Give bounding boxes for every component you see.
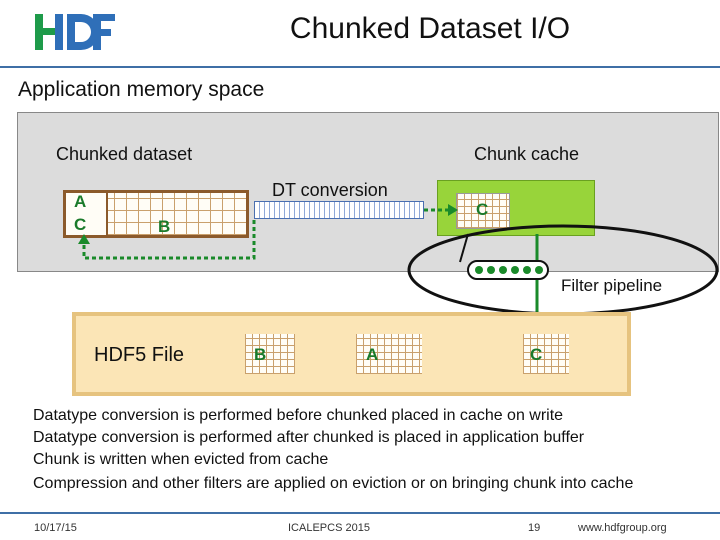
filter-pipeline-ellipse bbox=[409, 226, 717, 314]
filter-dot bbox=[499, 266, 507, 274]
dataset-to-dt-arrowhead bbox=[78, 234, 90, 244]
dt-conversion-label: DT conversion bbox=[272, 180, 388, 200]
cache-chunk-c: C bbox=[476, 200, 489, 219]
dt-to-cache-arrowhead bbox=[448, 204, 458, 216]
dataset-chunk-a: A bbox=[74, 192, 87, 211]
dataset-chunk-b: B bbox=[158, 217, 171, 236]
file-chunk-c: C bbox=[530, 345, 543, 364]
note-2: Datatype conversion is performed after chunked is placed in application buffer bbox=[33, 429, 585, 446]
footer-url[interactable]: www.hdfgroup.org bbox=[578, 522, 667, 534]
file-chunk-b: B bbox=[254, 345, 267, 364]
footer-event: ICALEPCS 2015 bbox=[288, 522, 370, 534]
footer-page-number: 19 bbox=[528, 522, 541, 534]
note-4: Compression and other filters are applied on eviction or on bringing chunk into cache bbox=[33, 475, 634, 492]
footer-divider bbox=[0, 512, 720, 514]
dataset-chunk-c: C bbox=[74, 215, 87, 234]
filter-pipeline-label: Filter pipeline bbox=[561, 276, 663, 295]
slide-subtitle: Application memory space bbox=[18, 78, 265, 101]
file-chunk-b-block bbox=[245, 334, 295, 374]
filter-dot bbox=[487, 266, 495, 274]
hdf5-file-label: HDF5 File bbox=[94, 344, 185, 366]
filter-dot bbox=[511, 266, 519, 274]
filter-dot bbox=[523, 266, 531, 274]
slide-title: Chunked Dataset I/O bbox=[289, 12, 571, 45]
filter-pipeline-cylinder bbox=[467, 260, 549, 280]
file-chunk-a: A bbox=[366, 345, 379, 364]
filter-dot bbox=[475, 266, 483, 274]
footer-date: 10/17/15 bbox=[34, 522, 77, 534]
dataset-to-dt-arrow bbox=[84, 220, 254, 258]
chunked-dataset-label: Chunked dataset bbox=[56, 144, 193, 164]
chunk-cache-label: Chunk cache bbox=[474, 144, 580, 164]
note-1: Datatype conversion is performed before chunked placed in cache on write bbox=[33, 407, 564, 424]
note-3: Chunk is written when evicted from cache bbox=[33, 451, 329, 468]
filter-dot bbox=[535, 266, 543, 274]
